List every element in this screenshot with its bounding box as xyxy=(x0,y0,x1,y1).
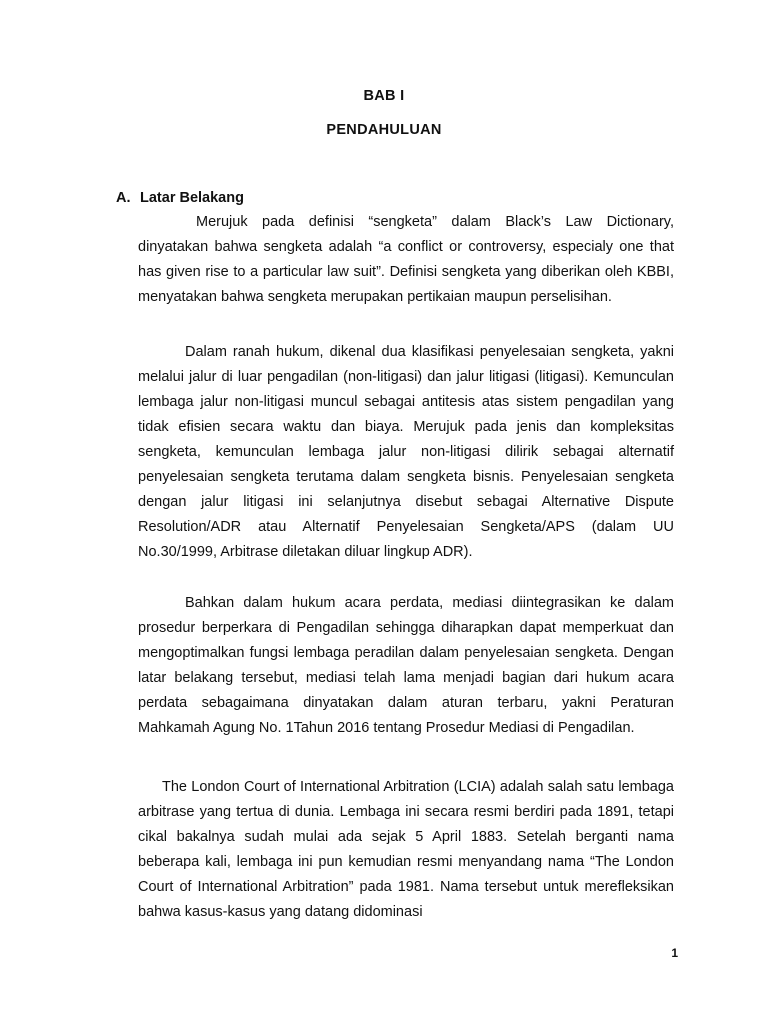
paragraph: Merujuk pada definisi “sengketa” dalam Black’s Law Dictionary, dinyatakan bahwa sengketa adalah “a conflict or controversy, especialy one that has given rise to a particular law suit”. Definisi sengketa yang diberikan oleh KBBI, menyatakan bahwa sengketa merupakan pertikaian maupun perselisihan. xyxy=(138,214,674,305)
paragraph-block xyxy=(138,591,674,741)
section-heading xyxy=(116,190,244,206)
page-number: 1 xyxy=(671,946,678,960)
section-title: Latar Belakang xyxy=(140,190,244,206)
paragraph-block xyxy=(138,210,674,310)
paragraph: Dalam ranah hukum, dikenal dua klasifikasi penyelesaian sengketa, yakni melalui jalur di luar pengadilan (non-litigasi) dan jalur litigasi (litigasi). Kemunculan lembaga jalur non-litigasi muncul sebagai antitesis atas sistem pengadilan yang tidak efisien secara waktu dan biaya. Merujuk pada jenis dan kompleksitas sengketa, kemunculan lembaga jalur non-litigasi dilirik sebagai alternatif penyelesaian sengketa terutama dalam sengketa bisnis. Penyelesaian sengketa dengan jalur litigasi ini selanjutnya disebut sebagai Alternative Dispute Resolution/ADR atau Alternatif Penyelesaian Sengketa/APS (dalam UU No.30/1999, Arbitrase diletakan diluar lingkup ADR). xyxy=(138,344,674,560)
paragraph-block xyxy=(138,775,674,925)
chapter-title: PENDAHULUAN xyxy=(326,122,442,138)
section-marker: A. xyxy=(116,190,131,206)
paragraph: The London Court of International Arbitration (LCIA) adalah salah satu lembaga arbitrase yang tertua di dunia. Lembaga ini secara resmi berdiri pada 1891, tetapi cikal bakalnya sudah mulai ada sejak 5 April 1883. Setelah berganti nama beberapa kali, lembaga ini pun kemudian resmi menyandang nama “The London Court of International Arbitration” pada 1981. Nama tersebut untuk merefleksikan bahwa kasus-kasus yang datang didominasi xyxy=(138,779,674,920)
paragraph-block xyxy=(138,340,674,565)
paragraph: Bahkan dalam hukum acara perdata, mediasi diintegrasikan ke dalam prosedur berperkara di Pengadilan sehingga diharapkan dapat memperkuat dan mengoptimalkan fungsi lembaga peradilan dalam penyelesaian sengketa. Dengan latar belakang tersebut, mediasi telah lama menjadi bagian dari hukum acara perdata sebagaimana dinyatakan dalam aturan terbaru, yakni Peraturan Mahkamah Agung No. 1Tahun 2016 tentang Prosedur Mediasi di Pengadilan. xyxy=(138,595,674,736)
chapter-label: BAB I xyxy=(363,88,405,104)
